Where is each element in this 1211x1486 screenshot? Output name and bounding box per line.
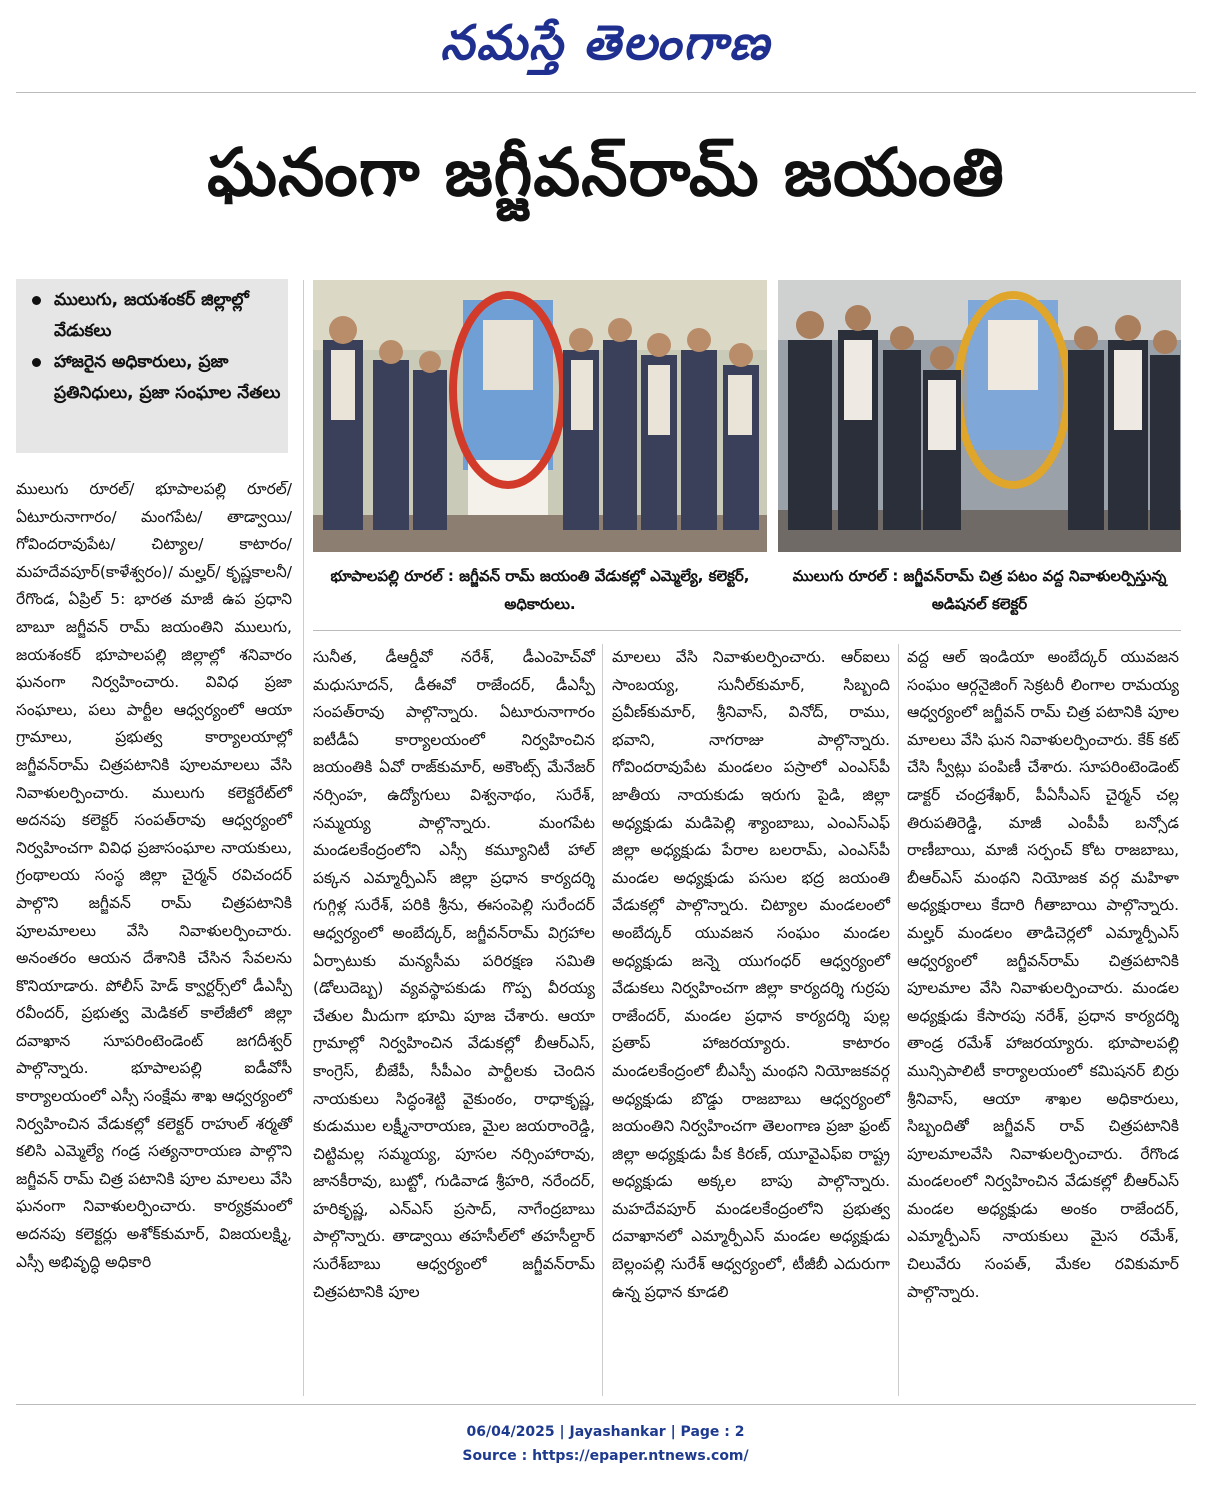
article-headline: ఘనంగా జగ్జీవన్‌రామ్ జయంతి xyxy=(207,134,1005,211)
highlight-item xyxy=(28,285,282,347)
footer-divider xyxy=(16,1404,1196,1405)
masthead-divider xyxy=(16,92,1196,93)
photo-tribute-mulugu xyxy=(778,280,1181,552)
caption-divider xyxy=(313,630,1181,631)
highlights-box xyxy=(16,279,288,453)
article-column-1: ములుగు రూరల్/ భూపాలపల్లి రూరల్/ ఏటూరునాగారం/ మంగపేట/ తాడ్వాయి/ గోవిందరావుపేట/ చిట్యాల/ కాటారం/ మహదేవపూర్(కాళేశ్వరం)/ మల్హర్/ కృష్ణకాలనీ/ రేగొండ, ఏప్రిల్ 5: భారత మాజీ ఉప ప్రధాని బాబూ జగ్జీవన్ రామ్ జయంతిని ములుగు, జయశంకర్ భూపాలపల్లి జిల్లాల్లో శనివారం ఘనంగా నిర్వహించారు. వివిధ ప్రజా సంఘాలు, పలు పార్టీల ఆధ్వర్యంలో ఆయా గ్రామాలు, ప్రభుత్వ కార్యాలయాల్లో జగ్జీవన్‌రామ్ చిత్రపటానికి పూలమాలలు వేసి నివాళులర్పించారు. ములుగు కలెక్టరేట్‌లో అదనపు కలెక్టర్ సంపత్‌రావు ఆధ్వర్యంలో నిర్వహించగా వివిధ ప్రజాసంఘాల నాయకులు, గ్రంథాలయ సంస్థ జిల్లా చైర్మన్ రవిచందర్ పాల్గొని జగ్జీవన్ రామ్ చిత్రపటానికి పూలమాలలు వేసి నివాళులర్పించారు. అనంతరం ఆయన దేశానికి చేసిన సేవలను కొనియాడారు. పోలీస్ హెడ్ క్వార్టర్స్‌లో డీఎస్పీ రవీందర్, ప్రభుత్వ మెడికల్ కాలేజీలో జిల్లా దవాఖాన సూపరింటెండెంట్ జగదీశ్వర్ పాల్గొన్నారు. భూపాలపల్లి ఐడీవోసీ కార్యాలయంలో ఎస్సీ సంక్షేమ శాఖ ఆధ్వర్యంలో నిర్వహించిన వేడుకల్లో కలెక్టర్ రాహుల్ శర్మతో కలిసి ఎమ్మెల్యే గండ్ర సత్యనారాయణ పాల్గొని జగ్జీవన్ రామ్ చిత్ర పటానికి పూల మాలలు వేసి ఘనంగా నివాళులర్పించారు. కార్యక్రమంలో అదనపు కలెక్టర్లు అశోక్‌కుమార్, విజయలక్ష్మి, ఎస్సీ అభివృద్ధి అధికారి xyxy=(16,480,292,1271)
highlight-text: హాజరైన అధికారులు, ప్రజా ప్రతినిధులు, ప్రజా సంఘాల నేతలు xyxy=(54,352,281,403)
article-column-3: మాలలు వేసి నివాళులర్పించారు. ఆర్‌ఐలు సాంబయ్య, సునీల్‌కుమార్, సిబ్బంది ప్రవీణ్‌కుమార్, శ్రీనివాస్, వినోద్, రాము, భవాని, నాగరాజు పాల్గొన్నారు. గోవిందరావుపేట మండలం పస్రాలో ఎంఎస్‌పీ జాతీయ నాయకుడు ఇరుగు పైడి, జిల్లా అధ్యక్షుడు మడిపెల్లి శ్యాంబాబు, ఎంఎస్‌ఎఫ్ జిల్లా అధ్యక్షుడు పేరాల బలరామ్, ఎంఎస్‌పీ మండల అధ్యక్షుడు పసుల భద్ర జయంతి వేడుకల్లో పాల్గొన్నారు. చిట్యాల మండలంలో అంబేద్కర్ యువజన సంఘం మండల అధ్యక్షుడు జన్నె యుగంధర్ ఆధ్వర్యంలో వేడుకలు నిర్వహించగా జిల్లా కార్యదర్శి గుర్రపు రాజేందర్, మండల ప్రధాన కార్యదర్శి పుల్ల ప్రతాప్ హాజరయ్యారు. కాటారం మండలకేంద్రంలో బీఎస్పీ మంథని నియోజకవర్గ అధ్యక్షుడు బొడ్డు రాజబాబు ఆధ్వర్యంలో జయంతిని నిర్వహించగా తెలంగాణ ప్రజా ఫ్రంట్ జిల్లా అధ్యక్షుడు పీక కిరణ్, యూవైఎఫ్ఐ రాష్ట్ర అధ్యక్షుడు అక్కల బాపు పాల్గొన్నారు. మహదేవపూర్ మండలకేంద్రంలోని ప్రభుత్వ దవాఖానలో ఎమ్మార్పీఎస్ మండల అధ్యక్షుడు బెల్లంపల్లి సురేశ్ ఆధ్వర్యంలో, టీజీబీ ఎదురుగా ఉన్న ప్రధాన కూడలి xyxy=(612,648,890,1301)
photo-graphic xyxy=(778,280,1181,552)
article-column-2: సునీత, డీఆర్డీవో నరేశ్, డీఎంహెచ్‌వో మధుసూదన్, డీఈవో రాజేందర్, డీఎస్పీ సంపత్‌రావు పాల్గొన్నారు. ఏటూరునాగారం ఐటీడీఏ కార్యాలయంలో నిర్వహించిన జయంతికి ఏవో రాజ్‌కుమార్, అకౌంట్స్ మేనేజర్ నర్సింహ, ఉద్యోగులు విశ్వనాథం, సురేశ్, సమ్మయ్య పాల్గొన్నారు. మంగపేట మండలకేంద్రంలోని ఎస్సీ కమ్యూనిటీ హాల్ పక్కన ఎమ్మార్పీఎస్ జిల్లా ప్రధాన కార్యదర్శి గుగ్గిళ్ల సురేశ్, పరికి శ్రీను, ఈసంపెల్లి సురేందర్ ఆధ్వర్యంలో అంబేద్కర్, జగ్జీవన్‌రామ్ విగ్రహాల ఏర్పాటుకు మన్యసీమ పరిరక్షణ సమితి (డోలుదెబ్బ) వ్యవస్థాపకుడు గొప్ప వీరయ్య చేతుల మీదుగా భూమి పూజ చేశారు. ఆయా గ్రామాల్లో నిర్వహించిన వేడుకల్లో బీఆర్‌ఎస్, కాంగ్రెస్, బీజేపీ, సీపీఎం పార్టీలకు చెందిన నాయకులు సిద్ధంశెట్టి వైకుంఠం, రాధాకృష్ణ, కుడుముల లక్ష్మీనారాయణ, మైల జయరాంరెడ్డి, చిట్టిమల్ల సమ్మయ్య, పూసల నర్సింహారావు, జానకీరావు, బుట్టో, గుడివాడ శ్రీహరి, నరేందర్, హరికృష్ణ, ఎన్‌ఎస్ ప్రసాద్, నాగేంద్రబాబు పాల్గొన్నారు. తాడ్వాయి తహసీల్‌లో తహసీల్దార్ సురేశ్‌బాబు ఆధ్వర్యంలో జగ్జీవన్‌రామ్ చిత్రపటానికి పూల xyxy=(313,648,595,1301)
article-column-4: వద్ద ఆల్ ఇండియా అంబేద్కర్ యువజన సంఘం ఆర్గనైజింగ్ సెక్రటరీ లింగాల రామయ్య ఆధ్వర్యంలో జగ్జీవన్ రామ్ చిత్ర పటానికి పూల మాలలు వేసి ఘన నివాళులర్పించారు. కేక్ కట్ చేసి స్వీట్లు పంపిణీ చేశారు. సూపరింటెండెంట్ డాక్టర్ చంద్రశేఖర్, పీఏసీఎస్ చైర్మన్ చల్ల తిరుపతిరెడ్డి, మాజీ ఎంపీపీ బన్సోడ రాణీబాయి, మాజీ సర్పంచ్ కోట రాజబాబు, బీఆర్‌ఎస్ మంథని నియోజక వర్గ మహిళా అధ్యక్షురాలు కేదారి గీతాబాయి పాల్గొన్నారు. మల్హర్ మండలం తాడిచెర్లలో ఎమ్మార్పీఎస్ ఆధ్వర్యంలో జగ్జీవన్‌రామ్ చిత్రపటానికి పూలమాల వేసి నివాళులర్పించారు. మండల అధ్యక్షుడు కేసారపు నరేశ్, ప్రధాన కార్యదర్శి తాండ్ర రమేశ్ హాజరయ్యారు. భూపాలపల్లి మున్సిపాలిటీ కార్యాలయంలో కమిషనర్ బిర్రు శ్రీనివాస్, ఆయా శాఖల అధికారులు, సిబ్బందితో జగ్జీవన్ రావ్ చిత్రపటానికి పూలమాలవేసి నివాళులర్పించారు. రేగొండ మండలంలో నిర్వహించిన వేడుకల్లో బీఆర్‌ఎస్ మండల అధ్యక్షుడు అంకం రాజేందర్, ఎమ్మార్పీఎస్ నాయకులు మైస రమేశ్, చిలువేరు సంపత్, మేకల రవికుమార్ పాల్గొన్నారు. xyxy=(907,648,1179,1301)
masthead-logo: నమస్తే తెలంగాణ xyxy=(440,15,771,71)
bullet-icon xyxy=(32,296,41,305)
highlight-text: ములుగు, జయశంకర్ జిల్లాల్లో వేడుకలు xyxy=(54,290,249,341)
column-divider xyxy=(602,644,603,1396)
source-link[interactable]: Source : https://epaper.ntnews.com/ xyxy=(462,1448,749,1464)
page-footer xyxy=(0,1420,1211,1468)
photo-ceremony-bhupalpally xyxy=(313,280,767,552)
column-divider xyxy=(898,644,899,1396)
edition-info: 06/04/2025 | Jayashankar | Page : 2 xyxy=(466,1424,745,1440)
photo-caption: భూపాలపల్లి రూరల్ : జగ్జీవన్ రామ్ జయంతి వేడుకల్లో ఎమ్మెల్యే, కలెక్టర్, అధికారులు. xyxy=(330,567,750,613)
photo-graphic xyxy=(313,280,767,552)
highlight-item xyxy=(28,347,282,409)
column-divider xyxy=(303,280,304,1396)
bullet-icon xyxy=(32,358,41,367)
photo-caption: ములుగు రూరల్ : జగ్జీవన్‌రామ్ చిత్ర పటం వద్ద నివాళులర్పిస్తున్న అడిషనల్ కలెక్టర్ xyxy=(792,567,1167,613)
